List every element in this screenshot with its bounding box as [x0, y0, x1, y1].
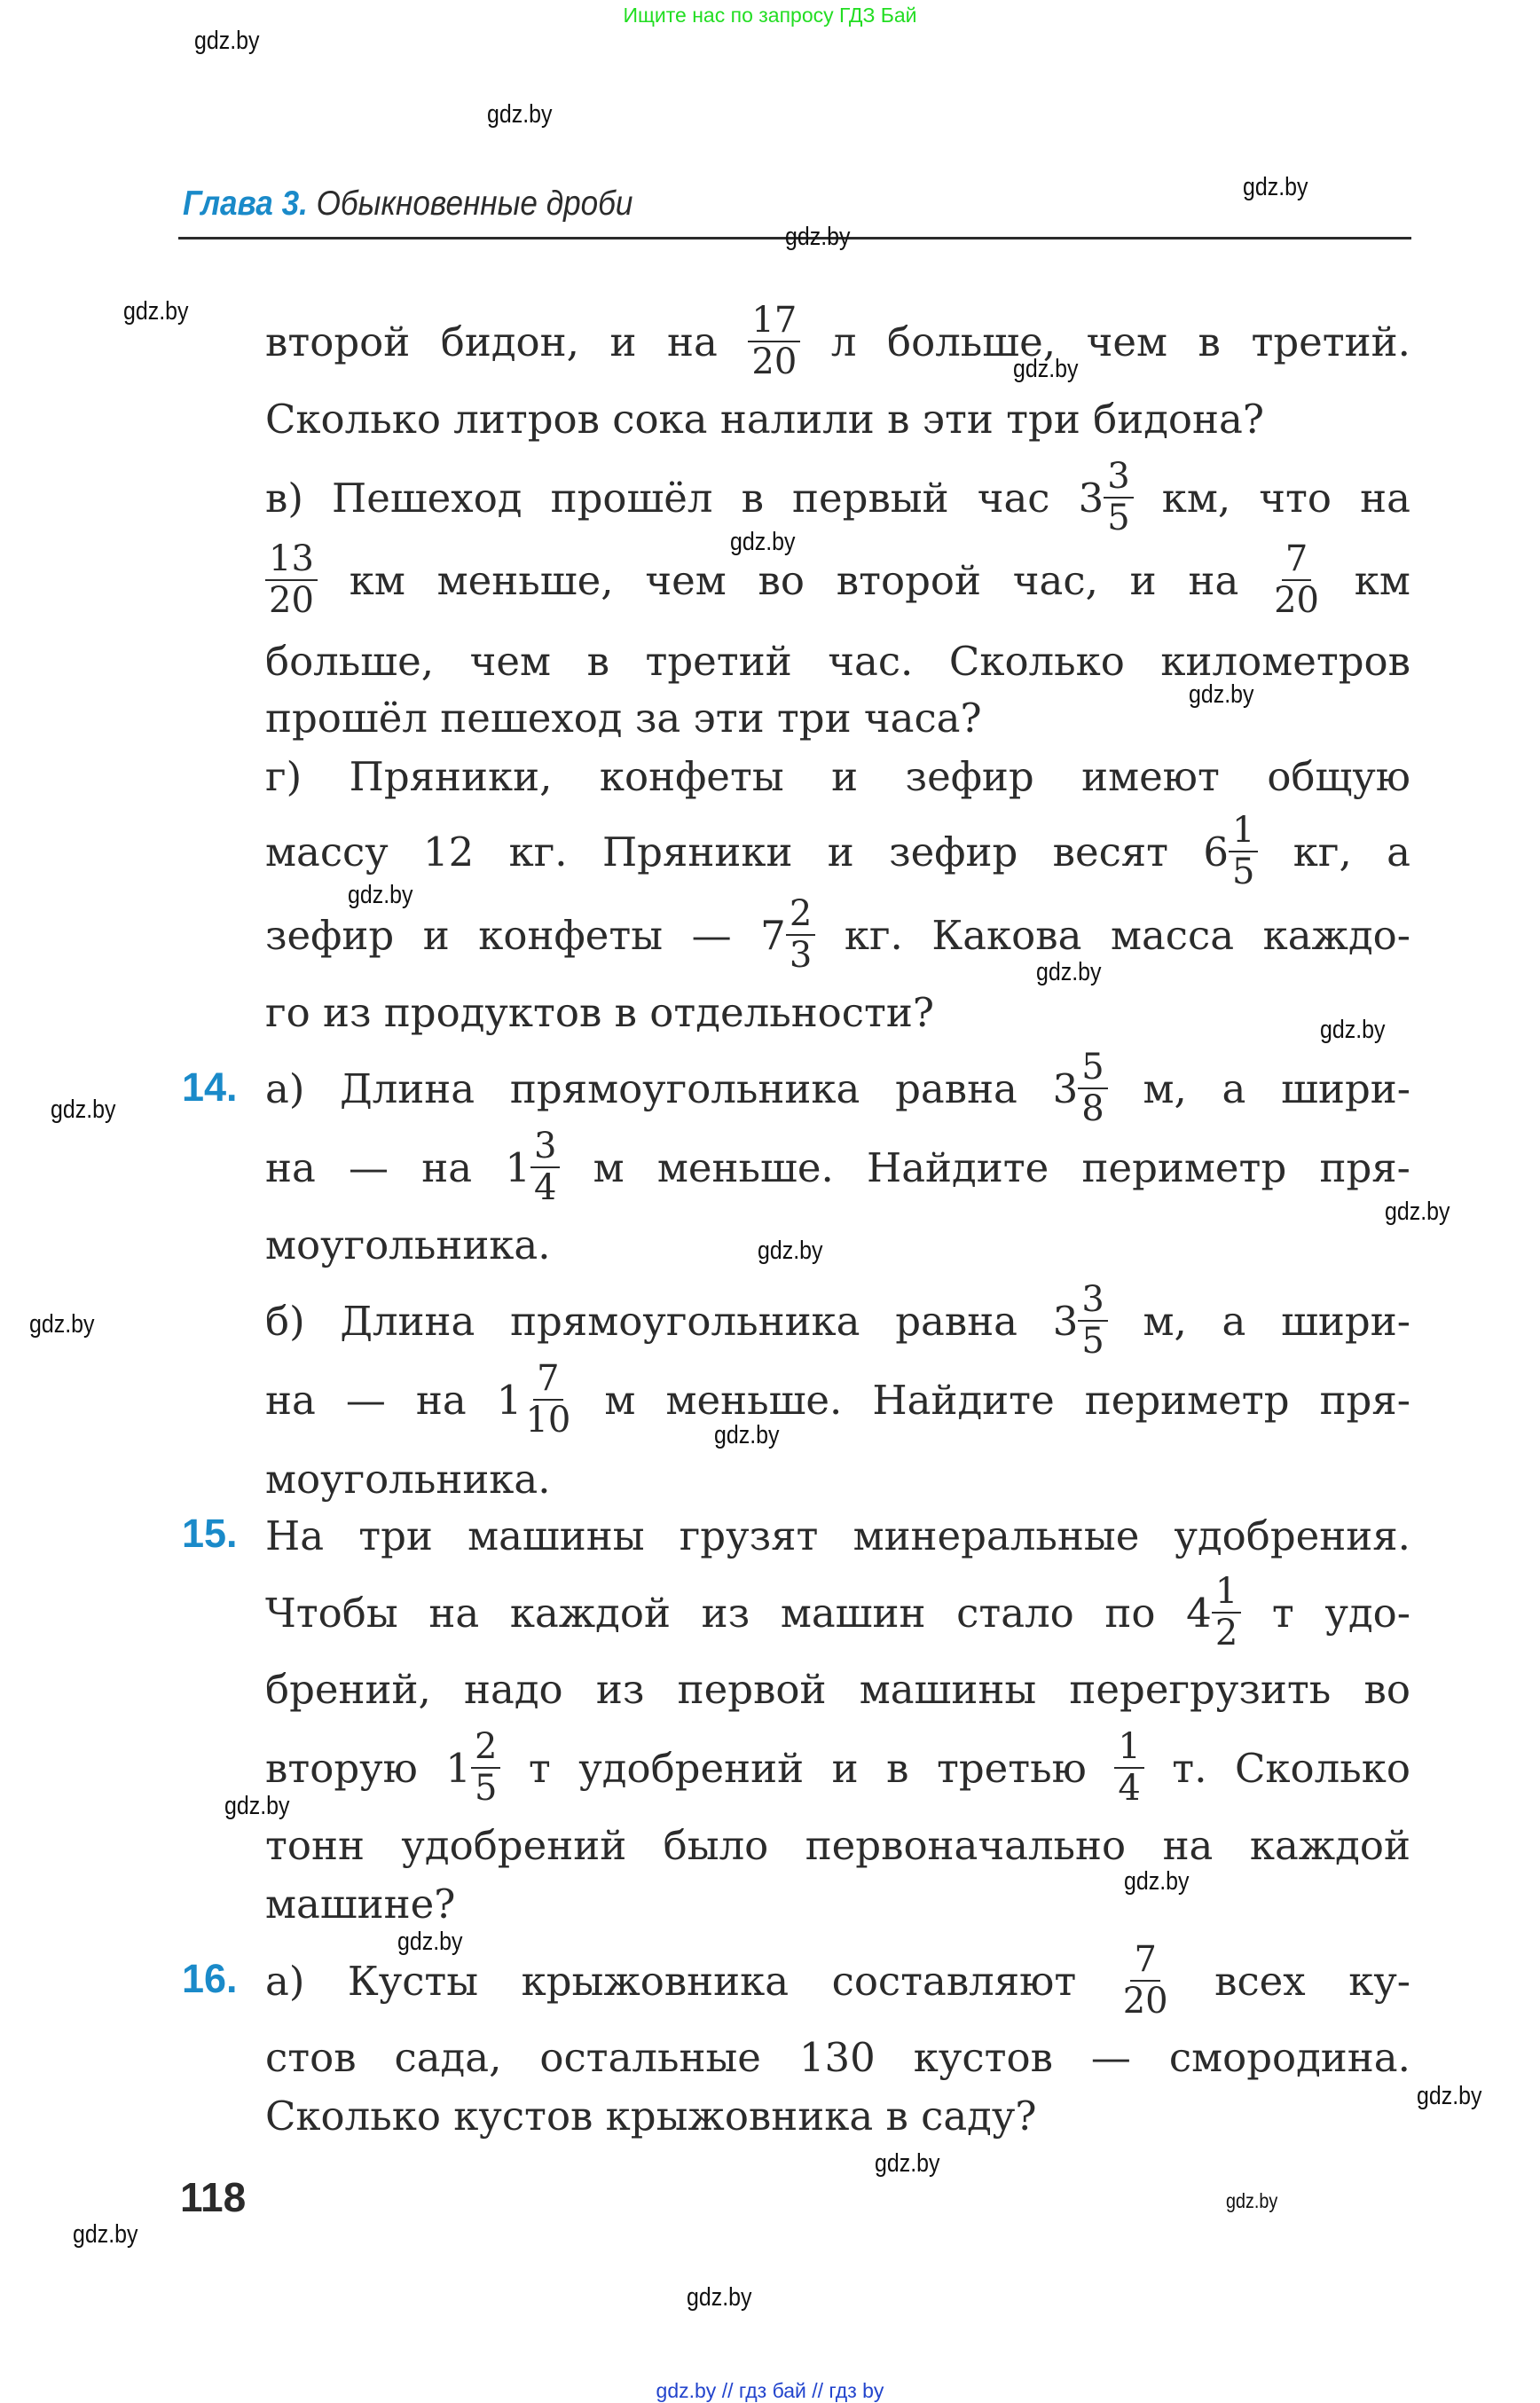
- watermark: gdz.by: [224, 1792, 290, 1820]
- word: машине?: [265, 1880, 456, 1928]
- numerator: 1: [1212, 1574, 1241, 1614]
- word: —: [345, 1376, 386, 1424]
- denominator: 3: [789, 935, 813, 976]
- fraction-stack: [1212, 1571, 1241, 1653]
- fraction-stack: [1120, 1939, 1172, 2022]
- word: в: [586, 637, 609, 685]
- whole-part: 4: [1186, 1589, 1212, 1637]
- word: три: [358, 1512, 433, 1559]
- word: г): [265, 752, 302, 800]
- word: 12: [423, 828, 475, 876]
- text-line-content: [265, 1279, 1410, 1362]
- word: м,: [1143, 1297, 1187, 1345]
- text-line: [265, 970, 1410, 1055]
- text-line: [265, 892, 1410, 978]
- word: км,: [1161, 474, 1231, 522]
- text-line-content: [265, 810, 1410, 892]
- word: час,: [1012, 556, 1098, 604]
- watermark: gdz.by: [29, 1310, 95, 1339]
- text-line: [265, 1278, 1410, 1363]
- word: бидон,: [440, 318, 579, 365]
- watermark: gdz.by: [1124, 1867, 1190, 1896]
- word: первой: [677, 1665, 827, 1713]
- word: больше,: [887, 318, 1057, 365]
- word: в: [1198, 318, 1221, 365]
- whole-part: 1: [505, 1143, 530, 1191]
- word: кустов: [913, 2033, 1053, 2081]
- fraction-stack: [786, 893, 815, 976]
- word: составляют: [831, 1957, 1077, 2005]
- text-line: [265, 376, 1410, 461]
- word: час: [977, 474, 1050, 522]
- word: и: [609, 318, 637, 365]
- word: Сколько: [948, 637, 1125, 685]
- fraction-stack: [1078, 1279, 1107, 1362]
- word: чем: [645, 556, 727, 604]
- mixed-number: [1203, 810, 1258, 892]
- text-line: [265, 809, 1410, 894]
- text-line: [265, 1646, 1410, 1732]
- numerator: 5: [1078, 1049, 1107, 1089]
- word: На: [265, 1512, 325, 1559]
- mixed-number: [1078, 456, 1134, 538]
- word: на: [667, 318, 718, 365]
- text-line-content: [265, 396, 1410, 443]
- numerator: 3: [1104, 459, 1133, 499]
- fraction: [265, 538, 318, 621]
- text-line-content: [265, 1571, 1410, 1653]
- word: в: [886, 1744, 909, 1792]
- watermark: gdz.by: [714, 1421, 780, 1449]
- word: т: [528, 1744, 551, 1792]
- numerator: 7: [533, 1361, 562, 1401]
- fraction-stack: [1104, 456, 1133, 538]
- watermark: gdz.by: [397, 1928, 463, 1956]
- word: Пешеход: [331, 474, 522, 522]
- word: пря-: [1319, 1143, 1410, 1191]
- watermark: gdz.by: [687, 2283, 752, 2312]
- word: зефир: [889, 828, 1018, 876]
- word: шири-: [1281, 1297, 1410, 1345]
- word: конфеты: [599, 752, 784, 800]
- word: зефир: [265, 911, 395, 959]
- word: меньше.: [656, 1143, 834, 1191]
- word: массу: [265, 828, 389, 876]
- whole-part: 3: [1078, 474, 1104, 522]
- numerator: 1: [1114, 1729, 1143, 1769]
- word: по: [1104, 1589, 1156, 1637]
- word: первый: [792, 474, 949, 522]
- word: м: [593, 1143, 625, 1191]
- word: Длина: [340, 1297, 475, 1345]
- word: м: [604, 1376, 636, 1424]
- fraction-stack: [1229, 810, 1258, 892]
- word: третий.: [1251, 318, 1410, 365]
- word: и: [827, 828, 854, 876]
- text-line-content: [265, 1221, 1410, 1268]
- text-line-content: [265, 302, 1410, 381]
- search-banner[interactable]: Ищите нас по запросу ГДЗ Бай: [623, 4, 917, 27]
- text-line: [265, 1725, 1410, 1810]
- numerator: 1: [1229, 813, 1258, 852]
- watermark: gdz.by: [1385, 1198, 1450, 1226]
- task-number-15: 15.: [182, 1511, 238, 1556]
- whole-part: 1: [445, 1744, 471, 1792]
- text-line-content: [265, 1881, 1410, 1928]
- word: остальные: [539, 2033, 761, 2081]
- watermark: gdz.by: [487, 100, 553, 129]
- word: т: [1271, 1589, 1294, 1637]
- fraction: [1120, 1939, 1172, 2022]
- fraction: [748, 302, 800, 381]
- footer-links[interactable]: gdz.by // гдз бай // гдз by: [656, 2379, 884, 2402]
- text-line: [265, 1202, 1410, 1287]
- word: Найдите: [872, 1376, 1055, 1424]
- word: на: [1360, 474, 1410, 522]
- word: моугольника.: [265, 1455, 551, 1503]
- fraction-stack: [471, 1726, 500, 1809]
- denominator: 20: [751, 342, 798, 382]
- denominator: 4: [1118, 1768, 1141, 1809]
- watermark: gdz.by: [1320, 1016, 1386, 1044]
- fraction-stack: [1078, 1049, 1107, 1127]
- word: надо: [464, 1665, 563, 1713]
- fraction-stack: [1114, 1726, 1143, 1809]
- fraction-stack: [1270, 538, 1323, 621]
- whole-part: 3: [1052, 1064, 1079, 1112]
- denominator: 20: [1274, 580, 1319, 621]
- word: зефир: [905, 752, 1034, 800]
- word: конфеты: [478, 911, 664, 959]
- fraction-stack: [522, 1358, 574, 1441]
- word: весят: [1052, 828, 1169, 876]
- mixed-number: [445, 1726, 500, 1809]
- text-line-content: [265, 1358, 1410, 1441]
- denominator: 5: [1107, 498, 1130, 538]
- denominator: 20: [269, 580, 314, 621]
- word: сада,: [394, 2033, 502, 2081]
- word: что: [1259, 474, 1332, 522]
- word: в): [265, 474, 303, 522]
- word: на: [265, 1376, 316, 1424]
- word: крыжовника: [521, 1957, 790, 2005]
- word: час.: [828, 637, 914, 685]
- task-number-16: 16.: [182, 1956, 238, 2001]
- word: прошёл: [550, 474, 713, 522]
- word: чем: [469, 637, 551, 685]
- word: Пряники: [601, 828, 793, 876]
- word: машины: [859, 1665, 1037, 1713]
- text-line: [265, 1493, 1410, 1578]
- word: а): [265, 1064, 305, 1112]
- text-line: [265, 455, 1410, 540]
- mixed-number: [505, 1128, 560, 1206]
- whole-part: 3: [1052, 1297, 1079, 1345]
- word: Чтобы: [265, 1589, 398, 1637]
- word: а: [1387, 828, 1410, 876]
- watermark: gdz.by: [51, 1095, 116, 1124]
- word: в: [741, 474, 764, 522]
- denominator: 20: [1122, 1981, 1168, 2022]
- whole-part: 7: [760, 911, 786, 959]
- word: грузят: [679, 1512, 819, 1559]
- denominator: 8: [1081, 1088, 1104, 1129]
- whole-part: 1: [496, 1376, 522, 1424]
- word: каждой: [509, 1589, 671, 1637]
- denominator: 5: [474, 1768, 498, 1809]
- word: тонн: [265, 1821, 365, 1869]
- text-line: [265, 538, 1410, 623]
- word: 130: [798, 2033, 876, 2081]
- word: ку-: [1348, 1957, 1410, 2005]
- text-line-content: [265, 2093, 1410, 2140]
- word: моугольника.: [265, 1221, 551, 1268]
- word: удо-: [1324, 1589, 1410, 1637]
- word: масса: [1110, 911, 1235, 959]
- word: меньше,: [436, 556, 614, 604]
- word: кг.: [844, 911, 903, 959]
- denominator: 5: [1081, 1321, 1104, 1362]
- word: машины: [468, 1512, 645, 1559]
- word: —: [691, 911, 732, 959]
- word: было: [663, 1821, 769, 1869]
- word: стов: [265, 2033, 357, 2081]
- text-line-content: [265, 1128, 1410, 1206]
- word: и: [1129, 556, 1157, 604]
- word: кг,: [1292, 828, 1352, 876]
- word: удобрения.: [1174, 1512, 1410, 1559]
- text-line-content: [265, 538, 1410, 621]
- chapter-number: Глава 3.: [183, 185, 308, 223]
- word: во: [758, 556, 805, 604]
- word: пря-: [1319, 1376, 1410, 1424]
- word: и: [831, 1744, 859, 1792]
- watermark: gdz.by: [73, 2220, 138, 2249]
- whole-part: 6: [1203, 828, 1230, 876]
- word: Кусты: [347, 1957, 479, 2005]
- word: го из продуктов в отдельности?: [265, 988, 934, 1036]
- numerator: 17: [748, 302, 800, 342]
- fraction-stack: [530, 1128, 560, 1206]
- word: общую: [1267, 752, 1410, 800]
- fraction: [1114, 1726, 1143, 1809]
- text-line-content: [265, 753, 1410, 800]
- word: вторую: [265, 1744, 418, 1792]
- numerator: 3: [1078, 1282, 1107, 1322]
- word: л: [830, 318, 857, 365]
- word: кг.: [508, 828, 568, 876]
- word: а: [1222, 1297, 1246, 1345]
- fraction-stack: [265, 538, 318, 621]
- word: Сколько литров сока налили в эти три бидона?: [265, 395, 1264, 443]
- word: чем: [1086, 318, 1167, 365]
- text-line-content: [265, 456, 1410, 538]
- word: больше,: [265, 637, 435, 685]
- watermark: gdz.by: [758, 1237, 823, 1265]
- word: Сколько кустов крыжовника в саду?: [265, 2092, 1037, 2140]
- mixed-number: [1053, 1049, 1108, 1127]
- word: периметр: [1084, 1376, 1290, 1424]
- word: перегрузить: [1069, 1665, 1332, 1713]
- word: во: [1363, 1665, 1410, 1713]
- word: прошёл пешеход за эти три часа?: [265, 694, 982, 742]
- word: т.: [1172, 1744, 1207, 1792]
- word: стало: [956, 1589, 1074, 1637]
- word: удобрений: [578, 1744, 805, 1792]
- text-line-content: [265, 1049, 1410, 1127]
- word: смородина.: [1168, 2033, 1410, 2081]
- word: из: [595, 1665, 645, 1713]
- word: из: [701, 1589, 750, 1637]
- word: Пряники,: [349, 752, 553, 800]
- word: Найдите: [866, 1143, 1049, 1191]
- watermark: gdz.by: [785, 223, 851, 251]
- word: третий: [645, 637, 792, 685]
- watermark: gdz.by: [1226, 2189, 1278, 2212]
- watermark: gdz.by: [875, 2149, 940, 2178]
- word: минеральные: [852, 1512, 1140, 1559]
- text-line: [265, 299, 1410, 384]
- watermark: gdz.by: [348, 881, 413, 909]
- mixed-number: [760, 893, 815, 976]
- word: всех: [1214, 1957, 1306, 2005]
- denominator: 2: [1214, 1613, 1238, 1653]
- word: машин: [780, 1589, 926, 1637]
- watermark: gdz.by: [123, 297, 189, 326]
- word: второй: [265, 318, 411, 365]
- text-line-content: [265, 1726, 1410, 1809]
- word: Длина: [340, 1064, 475, 1112]
- word: Какова: [931, 911, 1082, 959]
- watermark: gdz.by: [1417, 2082, 1482, 2110]
- word: шири-: [1281, 1064, 1410, 1112]
- text-line: [265, 1570, 1410, 1655]
- chapter-header: [183, 185, 632, 224]
- watermark: gdz.by: [194, 27, 260, 55]
- word: периметр: [1081, 1143, 1287, 1191]
- numerator: 7: [1282, 541, 1311, 581]
- word: б): [265, 1297, 305, 1345]
- text-line-content: [265, 989, 1410, 1036]
- text-line: [265, 1046, 1410, 1131]
- word: на: [428, 1589, 480, 1637]
- text-line: [265, 734, 1410, 819]
- text-line-content: [265, 1512, 1410, 1559]
- word: брений,: [265, 1665, 431, 1713]
- word: на: [1188, 556, 1239, 604]
- word: второй: [836, 556, 981, 604]
- word: на: [421, 1143, 473, 1191]
- denominator: 5: [1232, 852, 1255, 892]
- word: удобрений: [401, 1821, 627, 1869]
- numerator: 2: [786, 896, 815, 936]
- word: Сколько: [1235, 1744, 1410, 1792]
- mixed-number: [1052, 1279, 1108, 1362]
- word: равна: [895, 1297, 1018, 1345]
- word: —: [349, 1143, 389, 1191]
- word: м,: [1143, 1064, 1187, 1112]
- word: на: [415, 1376, 467, 1424]
- text-line: [265, 2073, 1410, 2158]
- word: первоначально: [805, 1821, 1127, 1869]
- word: на: [265, 1143, 316, 1191]
- word: третью: [936, 1744, 1087, 1792]
- denominator: 4: [533, 1167, 557, 1208]
- numerator: 2: [471, 1729, 500, 1769]
- task-number-14: 14.: [182, 1064, 238, 1110]
- word: равна: [895, 1064, 1018, 1112]
- text-line: [265, 1125, 1410, 1210]
- watermark: gdz.by: [730, 528, 796, 556]
- word: имеют: [1081, 752, 1220, 800]
- watermark: gdz.by: [1036, 958, 1102, 986]
- numerator: 3: [530, 1128, 560, 1168]
- text-line: [265, 1357, 1410, 1442]
- denominator: 10: [525, 1400, 571, 1441]
- word: и: [831, 752, 859, 800]
- word: каждой: [1249, 1821, 1410, 1869]
- word: меньше.: [665, 1376, 843, 1424]
- word: а): [265, 1957, 305, 2005]
- text-line-content: [265, 1666, 1410, 1713]
- word: а: [1222, 1064, 1246, 1112]
- word: и: [422, 911, 450, 959]
- word: на: [1162, 1821, 1214, 1869]
- word: каждо-: [1262, 911, 1410, 959]
- mixed-number: [1186, 1571, 1241, 1653]
- word: км: [1354, 556, 1410, 604]
- word: километров: [1160, 637, 1410, 685]
- watermark: gdz.by: [1013, 355, 1079, 383]
- watermark: gdz.by: [1189, 680, 1254, 709]
- word: прямоугольника: [510, 1297, 860, 1345]
- word: км: [349, 556, 405, 604]
- mixed-number: [496, 1358, 575, 1441]
- word: —: [1090, 2033, 1131, 2081]
- word: прямоугольника: [509, 1064, 860, 1112]
- chapter-title: Обыкновенные дроби: [316, 185, 633, 223]
- page-number: 118: [180, 2174, 247, 2220]
- fraction-stack: [748, 302, 800, 381]
- watermark: gdz.by: [1243, 173, 1308, 201]
- numerator: 13: [265, 541, 318, 581]
- numerator: 7: [1130, 1942, 1159, 1982]
- fraction: [1270, 538, 1323, 621]
